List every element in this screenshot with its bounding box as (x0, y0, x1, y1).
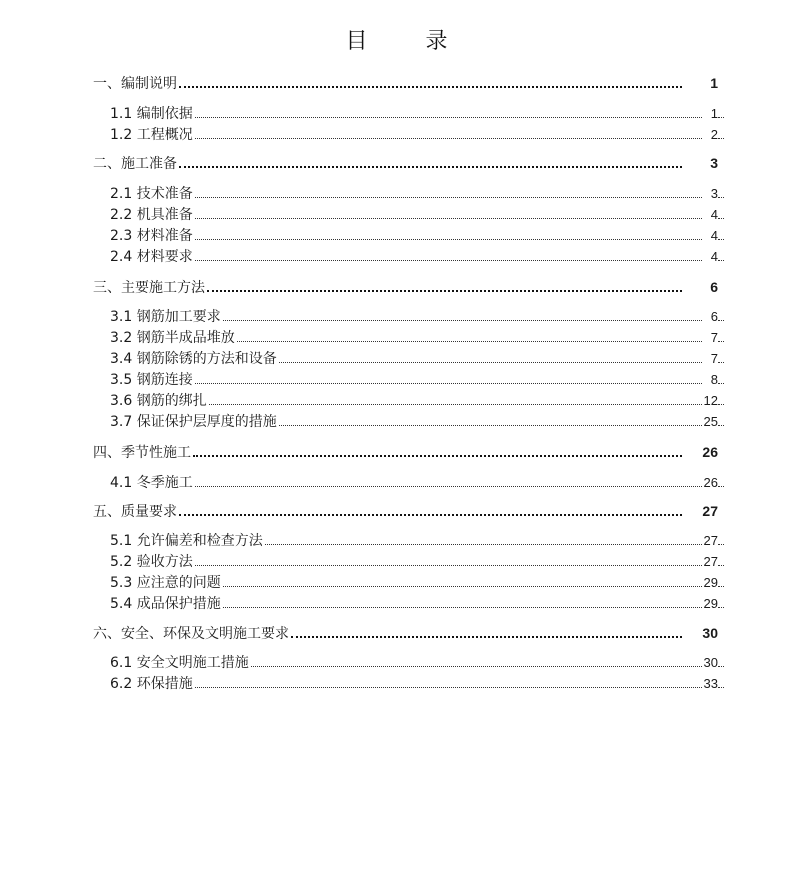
toc-dot-leader (223, 593, 702, 608)
toc-entry-label: 一、编制说明 (93, 76, 177, 92)
toc-section-entry[interactable] (110, 225, 724, 245)
toc-dot-leader-tail (718, 673, 724, 688)
toc-entry-label: 3.6 钢筋的绑扎 (110, 393, 207, 409)
toc-section-entry[interactable] (110, 183, 724, 203)
toc-dot-leader-tail (718, 225, 724, 240)
toc-dot-leader-tail (718, 306, 724, 321)
toc-page-number: 30 (702, 625, 718, 641)
toc-section-entry[interactable] (110, 572, 724, 592)
page-title (0, 24, 793, 55)
title-char-right: 录 (425, 29, 448, 54)
toc-section-entry[interactable] (110, 306, 724, 326)
toc-entry-label: 五、质量要求 (93, 504, 177, 520)
toc-section-entry[interactable] (110, 327, 724, 347)
toc-dot-leader-tail (718, 652, 724, 667)
toc-page-number: 27 (703, 554, 718, 569)
toc-section-entry[interactable] (110, 103, 724, 123)
toc-dot-leader (179, 500, 682, 516)
toc-entry-label: 四、季节性施工 (93, 445, 191, 461)
toc-page-number: 6 (710, 279, 718, 295)
toc-dot-leader-tail (718, 204, 724, 219)
toc-dot-leader (195, 246, 702, 261)
toc-dot-leader (195, 472, 702, 487)
toc-page-number: 26 (702, 444, 718, 460)
toc-page-number: 1 (710, 75, 718, 91)
toc-entry-label: 3.5 钢筋连接 (110, 372, 193, 388)
toc-dot-leader-tail (718, 327, 724, 342)
toc-section-entry[interactable] (110, 673, 724, 693)
toc-chapter-entry[interactable] (93, 622, 718, 643)
toc-entry-label: 5.4 成品保护措施 (110, 596, 221, 612)
toc-dot-leader (179, 152, 682, 168)
toc-entry-label: 2.1 技术准备 (110, 186, 193, 202)
toc-page-number: 29 (703, 596, 718, 611)
toc-page-number: 8 (710, 372, 718, 387)
toc-entry-label: 2.4 材料要求 (110, 249, 193, 265)
toc-section-entry[interactable] (110, 204, 724, 224)
toc-entry-label: 4.1 冬季施工 (110, 475, 193, 491)
toc-section-entry[interactable] (110, 530, 724, 550)
toc-dot-leader (279, 348, 702, 363)
toc-dot-leader (179, 72, 682, 88)
toc-chapter-entry[interactable] (93, 152, 718, 173)
toc-section-entry[interactable] (110, 124, 724, 144)
toc-page-number: 1 (710, 106, 718, 121)
toc-page-number: 29 (703, 575, 718, 590)
toc-dot-leader-tail (718, 369, 724, 384)
toc-dot-leader-tail (718, 551, 724, 566)
toc-dot-leader (195, 369, 702, 384)
toc-dot-leader-tail (718, 593, 724, 608)
toc-dot-leader-tail (718, 390, 724, 405)
toc-dot-leader (195, 183, 702, 198)
toc-dot-leader (209, 390, 702, 405)
toc-chapter-entry[interactable] (93, 276, 718, 297)
toc-section-entry[interactable] (110, 551, 724, 571)
toc-section-entry[interactable] (110, 348, 724, 368)
toc-entry-label: 3.2 钢筋半成品堆放 (110, 330, 235, 346)
toc-entry-label: 6.2 环保措施 (110, 676, 193, 692)
toc-page-number: 27 (703, 533, 718, 548)
toc-chapter-entry[interactable] (93, 72, 718, 93)
toc-entry-label: 3.1 钢筋加工要求 (110, 309, 221, 325)
toc-section-entry[interactable] (110, 472, 724, 492)
toc-page-number: 4 (710, 228, 718, 243)
toc-chapter-entry[interactable] (93, 441, 718, 462)
toc-page-number: 2 (710, 127, 718, 142)
toc-dot-leader (195, 225, 702, 240)
toc-section-entry[interactable] (110, 369, 724, 389)
toc-dot-leader-tail (718, 411, 724, 426)
toc-dot-leader-tail (718, 183, 724, 198)
toc-dot-leader (195, 204, 702, 219)
toc-dot-leader (193, 441, 682, 457)
title-char-left: 目 (345, 29, 368, 54)
toc-dot-leader (237, 327, 702, 342)
toc-entry-label: 3.4 钢筋除锈的方法和设备 (110, 351, 277, 367)
toc-entry-label: 六、安全、环保及文明施工要求 (93, 626, 289, 642)
toc-page-number: 4 (710, 249, 718, 264)
toc-entry-label: 二、施工准备 (93, 156, 177, 172)
toc-section-entry[interactable] (110, 411, 724, 431)
toc-entry-label: 2.3 材料准备 (110, 228, 193, 244)
toc-dot-leader (207, 276, 682, 292)
toc-page-number: 12 (703, 393, 718, 408)
toc-dot-leader (195, 124, 702, 139)
toc-dot-leader (195, 551, 702, 566)
toc-dot-leader-tail (718, 530, 724, 545)
toc-page-number: 3 (710, 186, 718, 201)
toc-page-number: 7 (710, 330, 718, 345)
toc-section-entry[interactable] (110, 390, 724, 410)
toc-page-number: 25 (703, 414, 718, 429)
toc-page-number: 4 (710, 207, 718, 222)
toc-entry-label: 2.2 机具准备 (110, 207, 193, 223)
toc-entry-label: 三、主要施工方法 (93, 280, 205, 296)
toc-entry-label: 1.1 编制依据 (110, 106, 193, 122)
toc-dot-leader-tail (718, 246, 724, 261)
toc-page-number: 6 (710, 309, 718, 324)
toc-dot-leader-tail (718, 472, 724, 487)
toc-dot-leader (195, 673, 702, 688)
toc-entry-label: 5.2 验收方法 (110, 554, 193, 570)
toc-dot-leader (279, 411, 702, 426)
toc-entry-label: 6.1 安全文明施工措施 (110, 655, 249, 671)
toc-chapter-entry[interactable] (93, 500, 718, 521)
toc-page-number: 26 (703, 475, 718, 490)
toc-page-number: 7 (710, 351, 718, 366)
toc-entry-label: 5.1 允许偏差和检查方法 (110, 533, 263, 549)
toc-dot-leader (251, 652, 702, 667)
toc-section-entry[interactable] (110, 246, 724, 266)
toc-dot-leader-tail (718, 572, 724, 587)
toc-entry-label: 3.7 保证保护层厚度的措施 (110, 414, 277, 430)
toc-page-number: 3 (710, 155, 718, 171)
toc-section-entry[interactable] (110, 593, 724, 613)
toc-section-entry[interactable] (110, 652, 724, 672)
toc-dot-leader (195, 103, 702, 118)
toc-page-number: 27 (702, 503, 718, 519)
toc-dot-leader-tail (718, 103, 724, 118)
toc-entry-label: 5.3 应注意的问题 (110, 575, 221, 591)
toc-entry-label: 1.2 工程概况 (110, 127, 193, 143)
toc-dot-leader-tail (718, 348, 724, 363)
toc-dot-leader (223, 572, 702, 587)
toc-dot-leader-tail (718, 124, 724, 139)
toc-page-number: 30 (703, 655, 718, 670)
toc-dot-leader (265, 530, 702, 545)
toc-dot-leader (223, 306, 702, 321)
toc-dot-leader (291, 622, 682, 638)
toc-page-number: 33 (703, 676, 718, 691)
